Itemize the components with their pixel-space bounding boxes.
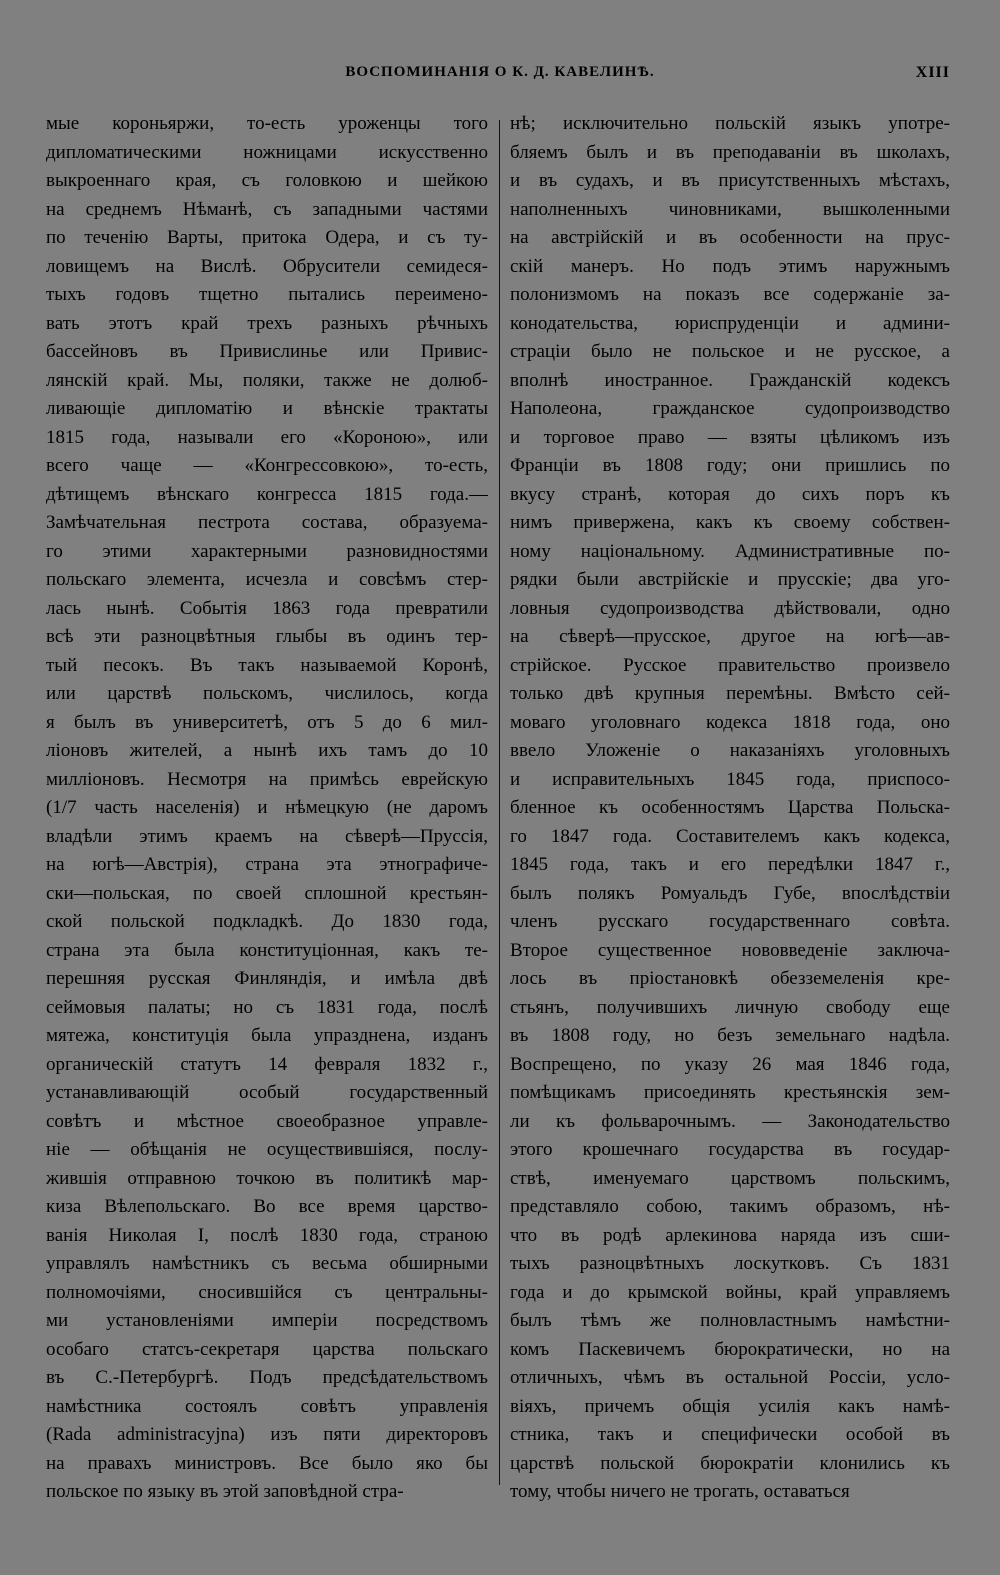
text-line: дипломатическими ножницами искусственно: [46, 141, 488, 163]
right-column: [510, 110, 950, 1507]
text-line: тыхъ разноцвѣтныхъ лоскутковъ. Съ 1831: [510, 1253, 950, 1274]
text-line: стьянъ, получившихъ личную свободу еще: [510, 996, 950, 1018]
text-line: ному національному. Административные по-: [510, 540, 950, 562]
text-line: дѣтищемъ вѣнскаго конгресса 1815 года.—: [46, 483, 488, 505]
text-line: страна эта была конституціонная, какъ те-: [46, 939, 488, 961]
text-line: ввело Уложеніе о наказаніяхъ уголовныхъ: [510, 740, 950, 761]
text-line: го этими характерными разновидностями: [46, 540, 488, 562]
text-line: бляемъ былъ и въ преподаваніи въ школахъ,: [510, 141, 950, 163]
text-line: и торговое право — взяты цѣликомъ изъ: [510, 426, 950, 448]
text-line: отличныхъ, чѣмъ въ остальной Россіи, усло-: [510, 1367, 950, 1388]
text-line: совѣтъ и мѣстное своеобразное управле-: [46, 1110, 488, 1132]
text-line: и исправительныхъ 1845 года, приспосо-: [510, 768, 950, 790]
text-line: владѣли этимъ краемъ на сѣверѣ—Пруссія,: [46, 825, 488, 847]
text-line: бассейновъ въ Привислинье или Привис-: [46, 341, 488, 362]
text-line: сеймовыя палаты; но съ 1831 года, послѣ: [46, 996, 488, 1018]
text-line: 1845 года, такъ и его передѣлки 1847 г.,: [510, 854, 950, 875]
text-line: ванія Николая I, послѣ 1830 года, страною: [46, 1224, 488, 1246]
text-line: помѣщикамъ присоединять крестьянскія зем-: [510, 1082, 950, 1103]
text-line: по теченію Варты, притока Одера, и съ ту-: [46, 227, 488, 248]
text-line: тыхъ годовъ тщетно пытались переимено-: [46, 284, 488, 305]
text-line: лянскій край. Мы, поляки, также не долюб-: [46, 369, 488, 391]
text-line: на правахъ министровъ. Все было яко бы: [46, 1452, 488, 1474]
text-line: Второе существенное нововведеніе заключа-: [510, 939, 950, 961]
text-line: ски—польская, по своей сплошной крестьян-: [46, 882, 488, 904]
text-line: что въ родѣ арлекинова наряда изъ сши-: [510, 1224, 950, 1246]
text-line: бленное къ особенностямъ Царства Польска-: [510, 797, 950, 818]
text-line: комъ Паскевичемъ бюрократически, но на: [510, 1338, 950, 1360]
text-line: вкусу странѣ, которая до сихъ поръ къ: [510, 483, 950, 505]
text-line: всего чаще — «Конгрессовкою», то-есть,: [46, 455, 488, 476]
text-line: тому, чтобы ничего не трогать, оставаться: [510, 1481, 850, 1502]
text-line: перешняя русская Финляндія, и имѣла двѣ: [46, 968, 488, 989]
text-line: Воспрещено, по указу 26 мая 1846 года,: [510, 1053, 950, 1075]
text-line: 1815 года, называли его «Короною», или: [46, 426, 488, 448]
text-line: на австрійскій и въ особенности на прус-: [510, 227, 950, 248]
text-line: на сѣверѣ—прусское, другое на югѣ—ав-: [510, 626, 950, 647]
text-line: органическій статутъ 14 февраля 1832 г.,: [46, 1053, 488, 1075]
text-line: и въ судахъ, и въ присутственныхъ мѣстахъ,: [510, 170, 950, 191]
text-line: лось въ пріостановкѣ обезземеленія кре-: [510, 968, 950, 989]
text-line: жившія отправною точкою въ политикѣ мар-: [46, 1167, 488, 1189]
text-line: страціи было не польское и не русское, а: [510, 341, 950, 362]
text-line: ніе — обѣщанія не осуществившіяся, послу-: [46, 1139, 488, 1160]
text-line: лась нынѣ. Событія 1863 года превратили: [46, 597, 488, 619]
text-line: мые короньяржи, то-есть уроженцы того: [46, 113, 488, 134]
text-line: года и до крымской войны, край управляемъ: [510, 1281, 950, 1303]
text-line: ствѣ, именуемаго царствомъ польскимъ,: [510, 1167, 950, 1189]
text-line: вполнѣ иностранное. Гражданскій кодексъ: [510, 369, 950, 391]
text-line: въ 1808 году, но безъ земельнаго надѣла.: [510, 1025, 950, 1046]
text-line: ми установленіями имперіи посредствомъ: [46, 1310, 488, 1331]
running-head: ВОСПОМИНАНІЯ О К. Д. КАВЕЛИНѢ.: [345, 64, 655, 80]
text-line: особаго статсъ-секретаря царства польскаго: [46, 1338, 488, 1360]
text-line: рядки были австрійскіе и прусскіе; два уго-: [510, 569, 950, 590]
text-line: вать этотъ край трехъ разныхъ рѣчныхъ: [46, 312, 488, 334]
text-line: (1/7 часть населенія) и нѣмецкую (не даромъ: [46, 797, 488, 818]
text-line: тый песокъ. Въ такъ называемой Коронѣ,: [46, 654, 488, 676]
text-line: ли къ фольварочнымъ. — Законодательство: [510, 1110, 950, 1132]
text-line: полонизмомъ на показъ все содержаніе за-: [510, 284, 950, 305]
text-line: намѣстника состоялъ совѣтъ управленія: [46, 1395, 488, 1417]
text-line: стрійское. Русское правительство произвело: [510, 654, 950, 676]
text-line: выкроеннаго края, съ головкою и шейкою: [46, 170, 488, 191]
text-line: польское по языку въ этой заповѣдной стра-: [46, 1481, 404, 1502]
text-line: мятежа, конституція была упразднена, изданъ: [46, 1025, 488, 1046]
text-line: киза Вѣлепольскаго. Во все время царство-: [46, 1196, 488, 1217]
text-line: польскаго элемента, исчезла и совсѣмъ стер-: [46, 569, 488, 590]
text-line: былъ тѣмъ же полновластнымъ намѣстни-: [510, 1310, 950, 1331]
text-line: представляло собою, такимъ образомъ, нѣ-: [510, 1196, 950, 1217]
text-line: ловищемъ на Вислѣ. Обрусители семидеся-: [46, 255, 488, 277]
text-line: полномочіями, сносившійся съ центральны-: [46, 1281, 488, 1303]
text-line: на югѣ—Австрія), страна эта этнографиче-: [46, 854, 488, 875]
text-line: ливающіе дипломатію и вѣнскіе трактаты: [46, 398, 488, 419]
text-line: скій манеръ. Но подъ этимъ наружнымъ: [510, 255, 950, 277]
text-line: я былъ въ университетѣ, отъ 5 до 6 мил-: [46, 711, 488, 733]
text-line: или царствѣ польскомъ, числилось, когда: [46, 683, 488, 704]
text-line: віяхъ, причемъ общія усилія какъ намѣ-: [510, 1395, 950, 1417]
column-divider: [499, 120, 500, 1485]
text-line: милліоновъ. Несмотря на примѣсь еврейскую: [46, 768, 488, 790]
text-line: этого крошечнаго государства въ государ-: [510, 1139, 950, 1160]
text-line: ловныя судопроизводства дѣйствовали, одно: [510, 597, 950, 619]
text-line: въ С.-Петербургѣ. Подъ предсѣдательствомъ: [46, 1367, 488, 1388]
text-line: наполненныхъ чиновниками, вышколенными: [510, 198, 950, 220]
text-line: на среднемъ Нѣманѣ, съ западными частями: [46, 198, 488, 220]
text-line: нимъ привержена, какъ къ своему собствен-: [510, 512, 950, 533]
text-line: ской польской подкладкѣ. До 1830 года,: [46, 911, 488, 932]
text-line: всѣ эти разноцвѣтныя глыбы въ одинъ тер-: [46, 626, 488, 647]
text-line: царствѣ польской бюрократіи клонились къ: [510, 1452, 950, 1474]
text-line: Наполеона, гражданское судопроизводство: [510, 398, 950, 419]
text-line: нѣ; исключительно польскій языкъ употре-: [510, 113, 950, 134]
text-line: членъ русскаго государственнаго совѣта.: [510, 911, 950, 932]
text-line: управлялъ намѣстникъ съ весьма обширными: [46, 1253, 488, 1274]
text-line: стника, такъ и специфически особой въ: [510, 1424, 950, 1445]
text-line: моваго уголовнаго кодекса 1818 года, оно: [510, 711, 950, 733]
page-header: [48, 64, 952, 88]
text-line: ліоновъ жителей, а нынѣ ихъ тамъ до 10: [46, 740, 488, 761]
text-line: (Rada administracyjna) изъ пяти директоровъ: [46, 1424, 488, 1445]
left-column: [46, 110, 488, 1507]
text-line: Франціи въ 1808 году; они пришлись по: [510, 455, 950, 476]
text-line: Замѣчательная пестрота состава, образуема-: [46, 512, 488, 533]
page-number: XIII: [915, 64, 950, 81]
text-line: былъ полякъ Ромуальдъ Губе, впослѣдствіи: [510, 882, 950, 904]
text-line: конодательства, юриспруденціи и админи-: [510, 312, 950, 334]
text-line: только двѣ крупныя перемѣны. Вмѣсто сей-: [510, 683, 950, 704]
text-line: устанавливающій особый государственный: [46, 1082, 488, 1103]
text-line: го 1847 года. Составителемъ какъ кодекса,: [510, 825, 950, 847]
